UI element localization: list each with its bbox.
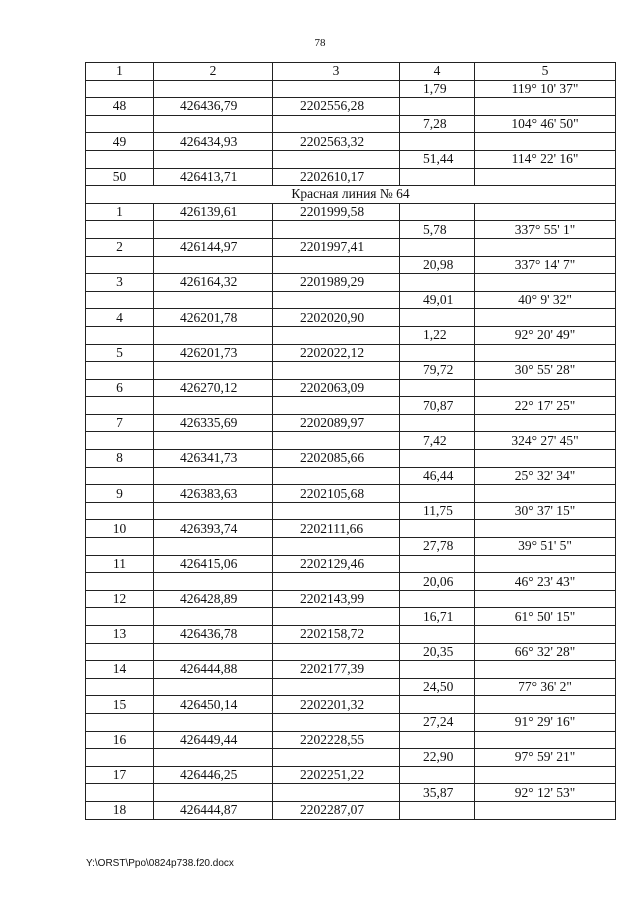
header-cell-4: 4: [400, 63, 475, 81]
table-cell: 16,71: [400, 608, 475, 626]
table-cell: [400, 626, 475, 644]
table-cell: 1: [86, 203, 154, 221]
table-cell: [273, 397, 400, 415]
table-row: [86, 133, 616, 151]
table-cell: 4: [86, 309, 154, 327]
table-cell: [400, 801, 475, 819]
table-cell: 27,24: [400, 713, 475, 731]
table-cell: 426341,73: [154, 450, 273, 468]
table-cell: 7,28: [400, 115, 475, 133]
table-cell: 20,98: [400, 256, 475, 274]
table-cell: 7,42: [400, 432, 475, 450]
table-cell: 97° 59' 21": [475, 749, 616, 767]
table-cell: 17: [86, 766, 154, 784]
table-cell: [400, 485, 475, 503]
table-cell: [154, 326, 273, 344]
table-cell: [154, 432, 273, 450]
table-cell: [154, 608, 273, 626]
table-cell: [475, 485, 616, 503]
table-cell: [400, 696, 475, 714]
table-cell: 104° 46' 50": [475, 115, 616, 133]
table-cell: 22,90: [400, 749, 475, 767]
table-row: [86, 450, 616, 468]
header-cell-1: 1: [86, 63, 154, 81]
table-cell: 337° 14' 7": [475, 256, 616, 274]
table-cell: [475, 766, 616, 784]
table-cell: 79,72: [400, 362, 475, 380]
table-cell: [154, 643, 273, 661]
table-cell: 15: [86, 696, 154, 714]
table-cell: 2202201,32: [273, 696, 400, 714]
table-cell: 50: [86, 168, 154, 186]
table-cell: [400, 309, 475, 327]
table-cell: 25° 32' 34": [475, 467, 616, 485]
table-cell: 2202089,97: [273, 414, 400, 432]
table-cell: [273, 467, 400, 485]
table-cell: 426270,12: [154, 379, 273, 397]
table-cell: [273, 573, 400, 591]
header-row: [86, 63, 616, 81]
table-cell: 46° 23' 43": [475, 573, 616, 591]
table-cell: 2202158,72: [273, 626, 400, 644]
page-number: 78: [314, 37, 326, 49]
table-cell: 324° 27' 45": [475, 432, 616, 450]
table-cell: 77° 36' 2": [475, 678, 616, 696]
table-cell: [86, 538, 154, 556]
table-cell: 30° 55' 28": [475, 362, 616, 380]
table-cell: 426201,78: [154, 309, 273, 327]
header-cell-5: 5: [475, 63, 616, 81]
table-cell: [273, 538, 400, 556]
table-cell: [154, 362, 273, 380]
table-cell: [154, 115, 273, 133]
table-cell: 49: [86, 133, 154, 151]
table-cell: [475, 590, 616, 608]
table-cell: 20,35: [400, 643, 475, 661]
table-cell: 92° 20' 49": [475, 326, 616, 344]
table-cell: [400, 238, 475, 256]
table-row: [86, 520, 616, 538]
table-cell: 2202022,12: [273, 344, 400, 362]
table-cell: 70,87: [400, 397, 475, 415]
table-cell: [400, 344, 475, 362]
table-cell: 1,22: [400, 326, 475, 344]
table-cell: [86, 221, 154, 239]
table-row: [86, 573, 616, 591]
table-cell: [273, 326, 400, 344]
table-cell: [86, 749, 154, 767]
table-cell: 426415,06: [154, 555, 273, 573]
table-cell: [154, 678, 273, 696]
table-cell: [86, 115, 154, 133]
table-cell: 426164,32: [154, 274, 273, 292]
table-cell: [154, 713, 273, 731]
table-cell: [475, 344, 616, 362]
table-cell: [475, 520, 616, 538]
table-cell: 9: [86, 485, 154, 503]
table-cell: 2202105,68: [273, 485, 400, 503]
header-cell-3: 3: [273, 63, 400, 81]
table-cell: [86, 291, 154, 309]
table-cell: [86, 608, 154, 626]
table-cell: 2202251,22: [273, 766, 400, 784]
table-cell: 337° 55' 1": [475, 221, 616, 239]
table-cell: [154, 221, 273, 239]
table-cell: [475, 801, 616, 819]
table-cell: 2202143,99: [273, 590, 400, 608]
table-cell: 426436,79: [154, 98, 273, 116]
table-row: [86, 80, 616, 98]
table-cell: [273, 80, 400, 98]
table-row: [86, 203, 616, 221]
table-cell: [475, 450, 616, 468]
table-cell: 18: [86, 801, 154, 819]
table-cell: 20,06: [400, 573, 475, 591]
table-cell: [475, 696, 616, 714]
table-cell: 6: [86, 379, 154, 397]
table-cell: 48: [86, 98, 154, 116]
table-cell: [154, 150, 273, 168]
table-cell: 8: [86, 450, 154, 468]
table-cell: 426139,61: [154, 203, 273, 221]
table-cell: 5: [86, 344, 154, 362]
table-cell: [86, 643, 154, 661]
table-cell: 3: [86, 274, 154, 292]
table-cell: [400, 203, 475, 221]
table-cell: [475, 98, 616, 116]
table-cell: [86, 362, 154, 380]
table-cell: 119° 10' 37": [475, 80, 616, 98]
table-cell: [475, 626, 616, 644]
table-row: [86, 309, 616, 327]
table-cell: 22° 17' 25": [475, 397, 616, 415]
table-cell: 426383,63: [154, 485, 273, 503]
table-row: [86, 344, 616, 362]
table-cell: [475, 203, 616, 221]
table-body: [86, 63, 616, 820]
table-cell: 2202556,28: [273, 98, 400, 116]
table-row: [86, 221, 616, 239]
table-row: [86, 362, 616, 380]
table-cell: 27,78: [400, 538, 475, 556]
table-cell: [273, 749, 400, 767]
table-cell: [400, 555, 475, 573]
header-cell-2: 2: [154, 63, 273, 81]
table-cell: 11,75: [400, 502, 475, 520]
table-cell: [475, 414, 616, 432]
table-cell: [273, 784, 400, 802]
table-cell: [273, 643, 400, 661]
table-cell: [400, 98, 475, 116]
table-cell: 51,44: [400, 150, 475, 168]
table-cell: 66° 32' 28": [475, 643, 616, 661]
table-cell: [86, 150, 154, 168]
table-cell: [400, 766, 475, 784]
table-cell: [154, 467, 273, 485]
table-cell: [273, 502, 400, 520]
table-cell: 426201,73: [154, 344, 273, 362]
table-row: [86, 731, 616, 749]
table-row: [86, 801, 616, 819]
table-row: [86, 749, 616, 767]
table-cell: 92° 12' 53": [475, 784, 616, 802]
table-row: [86, 626, 616, 644]
table-cell: 426335,69: [154, 414, 273, 432]
table-cell: 426444,88: [154, 661, 273, 679]
table-cell: [86, 80, 154, 98]
table-cell: 2202085,66: [273, 450, 400, 468]
table-cell: [273, 713, 400, 731]
table-cell: 5,78: [400, 221, 475, 239]
table-cell: 2202228,55: [273, 731, 400, 749]
table-cell: [273, 362, 400, 380]
table-row: [86, 661, 616, 679]
table-cell: [86, 326, 154, 344]
table-cell: 14: [86, 661, 154, 679]
table-cell: [400, 274, 475, 292]
table-cell: 7: [86, 414, 154, 432]
table-cell: 91° 29' 16": [475, 713, 616, 731]
table-cell: [86, 784, 154, 802]
table-row: [86, 291, 616, 309]
table-cell: 426144,97: [154, 238, 273, 256]
table-cell: [400, 168, 475, 186]
table-row: [86, 502, 616, 520]
table-cell: 426413,71: [154, 168, 273, 186]
table-cell: [475, 168, 616, 186]
table-cell: [400, 414, 475, 432]
table-cell: [475, 731, 616, 749]
table-cell: [475, 274, 616, 292]
table-cell: [154, 502, 273, 520]
table-cell: 35,87: [400, 784, 475, 802]
table-cell: [273, 150, 400, 168]
table-cell: 49,01: [400, 291, 475, 309]
table-cell: 46,44: [400, 467, 475, 485]
table-cell: [273, 291, 400, 309]
table-row: [86, 168, 616, 186]
table-cell: 426436,78: [154, 626, 273, 644]
table-cell: 426450,14: [154, 696, 273, 714]
table-cell: 61° 50' 15": [475, 608, 616, 626]
table-cell: 2201997,41: [273, 238, 400, 256]
section-row: [86, 186, 616, 204]
table-cell: 12: [86, 590, 154, 608]
table-row: [86, 696, 616, 714]
table-row: [86, 98, 616, 116]
table-cell: [86, 256, 154, 274]
table-row: [86, 713, 616, 731]
table-cell: 2202020,90: [273, 309, 400, 327]
table-cell: [273, 256, 400, 274]
table-cell: [400, 590, 475, 608]
table-cell: 2201999,58: [273, 203, 400, 221]
table-cell: [400, 450, 475, 468]
table-cell: [475, 133, 616, 151]
table-cell: 1,79: [400, 80, 475, 98]
table-row: [86, 784, 616, 802]
table-cell: 40° 9' 32": [475, 291, 616, 309]
table-cell: [86, 713, 154, 731]
table-cell: 2201989,29: [273, 274, 400, 292]
table-cell: 2202177,39: [273, 661, 400, 679]
table-cell: [475, 661, 616, 679]
table-cell: 30° 37' 15": [475, 502, 616, 520]
table-row: [86, 414, 616, 432]
table-cell: 24,50: [400, 678, 475, 696]
table-row: [86, 485, 616, 503]
table-row: [86, 467, 616, 485]
table-cell: 2202287,07: [273, 801, 400, 819]
table-cell: 426444,87: [154, 801, 273, 819]
table-cell: [86, 467, 154, 485]
table-cell: 11: [86, 555, 154, 573]
table-cell: 2: [86, 238, 154, 256]
table-row: [86, 608, 616, 626]
table-cell: [154, 538, 273, 556]
table-cell: 426393,74: [154, 520, 273, 538]
table-cell: [400, 661, 475, 679]
table-cell: [273, 432, 400, 450]
table-row: [86, 397, 616, 415]
table-cell: [475, 379, 616, 397]
table-cell: 13: [86, 626, 154, 644]
table-cell: [154, 256, 273, 274]
table-cell: [273, 608, 400, 626]
table-cell: [86, 397, 154, 415]
table-row: [86, 643, 616, 661]
table-cell: [86, 502, 154, 520]
table-cell: [154, 291, 273, 309]
table-cell: [400, 379, 475, 397]
file-path-footer: Y:\ORST\Ppo\0824p738.f20.docx: [86, 858, 234, 869]
table-cell: 426428,89: [154, 590, 273, 608]
table-cell: 2202063,09: [273, 379, 400, 397]
table-row: [86, 150, 616, 168]
table-cell: [475, 309, 616, 327]
table-row: [86, 326, 616, 344]
table-cell: [475, 238, 616, 256]
table-row: [86, 379, 616, 397]
table-cell: [86, 432, 154, 450]
table-cell: 2202563,32: [273, 133, 400, 151]
table-row: [86, 432, 616, 450]
table-row: [86, 678, 616, 696]
table-cell: [86, 573, 154, 591]
table-cell: 2202610,17: [273, 168, 400, 186]
table-row: [86, 256, 616, 274]
table-cell: [273, 221, 400, 239]
table-cell: [154, 573, 273, 591]
table-row: [86, 766, 616, 784]
table-cell: 2202111,66: [273, 520, 400, 538]
table-cell: [400, 520, 475, 538]
table-cell: [154, 80, 273, 98]
table-cell: [273, 678, 400, 696]
table-cell: 2202129,46: [273, 555, 400, 573]
table-row: [86, 555, 616, 573]
table-cell: [400, 133, 475, 151]
table-cell: [154, 749, 273, 767]
table-cell: 16: [86, 731, 154, 749]
table-row: [86, 238, 616, 256]
table-row: [86, 590, 616, 608]
table-cell: 10: [86, 520, 154, 538]
table-cell: 39° 51' 5": [475, 538, 616, 556]
table-row: [86, 115, 616, 133]
table-cell: 426446,25: [154, 766, 273, 784]
table-cell: 426449,44: [154, 731, 273, 749]
table-cell: [154, 784, 273, 802]
table-cell: [475, 555, 616, 573]
table-cell: 114° 22' 16": [475, 150, 616, 168]
table-cell: [400, 731, 475, 749]
table-row: [86, 538, 616, 556]
table-cell: [273, 115, 400, 133]
table-row: [86, 274, 616, 292]
section-title: Красная линия № 64: [86, 186, 616, 204]
table-cell: [86, 678, 154, 696]
table-cell: 426434,93: [154, 133, 273, 151]
coordinates-table: [85, 62, 616, 820]
table-cell: [154, 397, 273, 415]
